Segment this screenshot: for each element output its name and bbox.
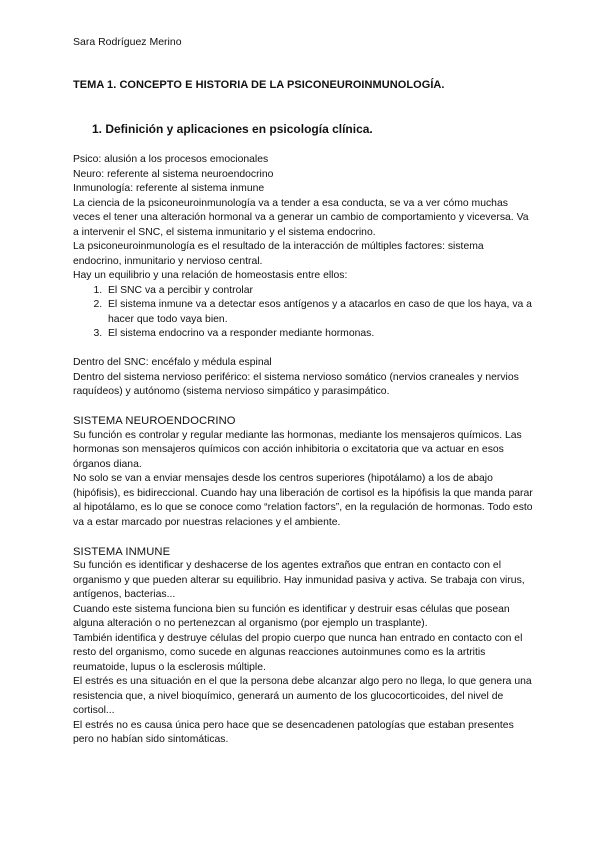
paragraph: Hay un equilibrio y una relación de homeostasis entre ellos:: [73, 270, 348, 281]
paragraph: No solo se van a enviar mensajes desde los centros superiores (hipotálamo) a los de abajo (hipófisis), es bidireccional. Cuando hay una liberación de cortisol es la hipófisis la que manda parar al hipotálamo, es lo que se conoce como “relation factors”, en la regulación de hormonas. Todo esto va a estar marcado por nuestras relaciones y el ambiente.: [73, 473, 533, 528]
definition-psico: Psico: alusión a los procesos emocionales: [73, 154, 269, 165]
list-item: 1. El SNC va a percibir y controlar: [105, 284, 533, 299]
subheading-neuroendocrino: SISTEMA NEUROENDOCRINO: [73, 415, 236, 427]
paragraph: También identifica y destruye células del propio cuerpo que nunca han entrado en contacto con el resto del organismo, como sucede en algunas reacciones autoinmunes como es la artritis reumatoide, lupus o la esclerosis múltiple.: [73, 632, 523, 673]
paragraph: La ciencia de la psiconeuroinmunología va a tender a esa conducta, se va a ver cómo muchas veces el tener una alteración hormonal va a generar un cambio de comportamiento y viceversa. Va a intervenir el SNC, el sistema inmunitario y el sistema endocrino.: [73, 197, 529, 238]
document-body: [73, 153, 533, 748]
document-title: TEMA 1. CONCEPTO E HISTORIA DE LA PSICONEUROINMUNOLOGÍA.: [73, 79, 445, 91]
paragraph: La psiconeuroinmunología es el resultado de la interacción de múltiples factores: sistema endocrino, inmunitario y nervioso central.: [73, 241, 484, 267]
numbered-list: [73, 284, 533, 342]
paragraph: Dentro del sistema nervioso periférico: el sistema nervioso somático (nervios craneales y nervios raquídeos) y autónomo (sistema nervioso simpático y parasimpático.: [73, 371, 519, 397]
paragraph: Dentro del SNC: encéfalo y médula espinal: [73, 357, 272, 368]
definition-inmunologia: Inmunología: referente al sistema inmune: [73, 183, 265, 194]
definition-neuro: Neuro: referente al sistema neuroendocrino: [73, 168, 274, 180]
paragraph: Cuando este sistema funciona bien su función es identificar y destruir esas células que posean alguna alteración o no pertenezcan al organismo (por ejemplo un trasplante).: [73, 603, 510, 629]
paragraph: Su función es identificar y deshacerse de los agentes extraños que entran en contacto con el organismo y que pueden alterar su equilibrio. Hay inmunidad pasiva y activa. Se trabaja con virus, antígenos, bacterias...: [73, 560, 525, 600]
list-item: 3. El sistema endocrino va a responder mediante hormonas.: [105, 327, 533, 342]
paragraph: El estrés no es causa única pero hace que se desencadenen patologías que estaban presentes pero no habían sido sintomáticas.: [73, 719, 514, 745]
paragraph: Su función es controlar y regular mediante las hormonas, mediante los mensajeros químicos. Las hormonas son mensajeros químicos con acción inhibitoria o excitatoria que va actuar en esos órganos diana.: [73, 429, 522, 470]
section-heading: 1. Definición y aplicaciones en psicología clínica.: [92, 122, 373, 136]
author-name: Sara Rodríguez Merino: [73, 36, 182, 48]
list-item: 2. El sistema inmune va a detectar esos antígenos y a atacarlos en caso de que los haya, va a hacer que todo vaya bien.: [105, 298, 533, 327]
paragraph: El estrés es una situación en el que la persona debe alcanzar algo pero no llega, lo que genera una resistencia que, a nivel bioquímico, generará un aumento de los glucocorticoides, del nivel de cortisol...: [73, 676, 532, 716]
subheading-inmune: SISTEMA INMUNE: [73, 545, 171, 558]
